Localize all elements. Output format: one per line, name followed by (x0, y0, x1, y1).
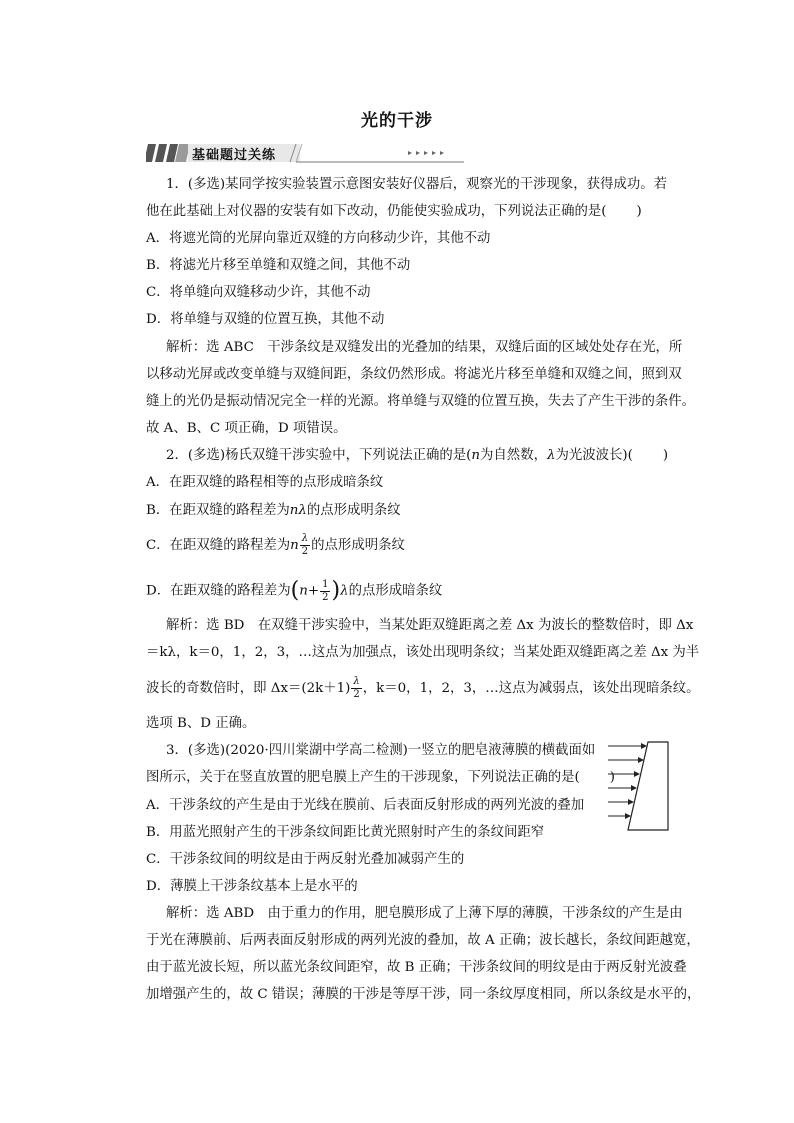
q2-option-d (146, 576, 442, 607)
q2-option-b (146, 501, 401, 521)
q2-analysis-line-2: ＝kλ，k＝0，1，2，3，…这点为加强点，该处出现明条纹；当某处距双缝距离之差 Δx 为半 (146, 645, 700, 660)
fraction-denominator: 2 (353, 689, 360, 700)
q2-option-d-text: D．在距双缝的路程差为 (146, 583, 291, 599)
q3-stem-close: ) (609, 770, 615, 785)
q1-analysis-line-1: 解析：选 ABC 干涉条纹是双缝发出的光叠加的结果，双缝后面的区域处处存在光，所 (166, 340, 683, 355)
q2-analysis-line-1: 解析：选 BD 在双缝干涉实验中，当某处距双缝距离之差 Δx 为波长的整数倍时，即 Δx (166, 618, 694, 633)
q1-option-b: B．将滤光片移至单缝和双缝之间，其他不动 (146, 258, 411, 273)
q2-option-b-var: nλ (289, 503, 307, 518)
section-banner (146, 140, 464, 166)
fraction-numerator: λ (351, 676, 361, 689)
q3-analysis-line-1: 解析：选 ABD 由于重力的作用，肥皂膜形成了上薄下厚的薄膜，干涉条纹的产生是由 (166, 906, 683, 921)
q3-analysis-line-4: 加增强产生的，故 C 错误；薄膜的干涉是等厚干涉，同一条纹厚度相同，所以条纹是水平的， (146, 987, 701, 1002)
q3-analysis-line-3: 由于蓝光波长短，所以蓝光条纹间距窄，故 B 正确；干涉条纹间的明纹是由于两反射光波叠 (146, 960, 687, 975)
q1-stem-line-2 (146, 202, 642, 222)
q2-analysis-3-text: 波长的奇数倍时，即 Δx＝(2k＋1) (146, 681, 351, 696)
q3-option-d: D．薄膜上干涉条纹基本上是水平的 (146, 879, 358, 894)
q2-stem-part-b: 为自然数， (480, 448, 547, 463)
q3-option-b: B．用蓝光照射产生的干涉条纹间距比黄光照射时产生的条纹间距窄 (146, 825, 545, 840)
q1-option-c: C．将单缝向双缝移动少许，其他不动 (146, 285, 371, 300)
q2-stem-part-c: 为光波波长)( (555, 448, 633, 463)
soap-film-diagram (608, 738, 670, 834)
q1-analysis-line-3: 缝上的光仍是振动情况完全一样的光源。将单缝与双缝的位置互换，失去了产生干涉的条件。 (146, 394, 696, 409)
q2-option-c-tail: 的点形成明条纹 (311, 538, 405, 553)
q1-stem-line-1: 1．(多选)某同学按实验装置示意图安装好仪器后，观察光的干涉现象，获得成功。若 (166, 177, 668, 192)
q2-option-c-text: C．在距双缝的路程差为 (146, 538, 291, 553)
q2-stem-part-a: 2．(多选)杨氏双缝干涉实验中，下列说法正确的是( (166, 448, 472, 463)
q2-option-c-fraction (300, 533, 310, 558)
q2-option-d-tail: 的点形成暗条纹 (348, 583, 443, 599)
q2-stem (166, 446, 668, 466)
fraction-denominator: 2 (301, 546, 309, 557)
right-paren-icon: ) (331, 578, 341, 603)
film-cross-section (628, 742, 668, 830)
q3-option-a: A．干涉条纹的产生是由于光线在膜前、后表面反射形成的两列光波的叠加 (146, 798, 585, 813)
q2-stem-close: ) (662, 448, 669, 463)
q1-option-d: D．将单缝与双缝的位置互换，其他不动 (146, 312, 385, 327)
q1-analysis-line-2: 以移动光屏或改变单缝与双缝间距，条纹仍然形成。将滤光片移至单缝和双缝之间，照到双 (146, 367, 682, 382)
q3-stem-line-1: 3．(多选)(2020·四川棠湖中学高二检测)一竖立的肥皂液薄膜的横截面如 (166, 743, 596, 758)
q2-analysis-3-tail: ，k＝0，1，2，3，…这点为减弱点，该处出现暗条纹。 (362, 681, 700, 696)
q2-option-d-fraction (320, 579, 330, 604)
q2-stem-var-n: n (471, 448, 481, 463)
q2-stem-var-lambda: λ (546, 448, 556, 463)
q1-option-a: A．将遮光筒的光屏向靠近双缝的方向移动少许，其他不动 (146, 231, 491, 246)
fraction-numerator: λ (300, 533, 310, 546)
page-title: 光的干涉 (361, 111, 433, 131)
q1-analysis-line-4: 故 A、B、C 项正确，D 项错误。 (146, 421, 347, 436)
q1-stem-close: ) (636, 204, 642, 219)
fraction-numerator: 1 (322, 578, 329, 590)
q2-option-d-var: n+ (299, 583, 320, 599)
q3-analysis-line-2: 于光在薄膜前、后两表面反射形成的两列光波的叠加，故 A 正确；波长越长，条纹间距越宽， (146, 933, 700, 948)
q2-analysis-line-3 (146, 675, 700, 703)
q3-stem-text: 图所示，关于在竖直放置的肥皂膜上产生的干涉现象，下列说法正确的是( (146, 770, 580, 785)
q2-option-a: A．在距双缝的路程相等的点形成暗条纹 (146, 475, 384, 490)
banner-label: 基础题过关练 (192, 148, 277, 163)
left-paren-icon: ( (290, 578, 300, 603)
q3-option-c: C．干涉条纹间的明纹是由于两反射光叠加减弱产生的 (146, 852, 465, 867)
q2-option-b-text: B．在距双缝的路程差为 (146, 503, 290, 518)
fraction-denominator: 2 (322, 591, 329, 603)
q2-analysis-fraction (351, 676, 361, 701)
q2-option-c-var: n (290, 538, 299, 553)
q1-stem-text: 他在此基础上对仪器的安装有如下改动，仍能使实验成功，下列说法正确的是( (146, 204, 607, 219)
q2-option-d-lambda: λ (340, 583, 349, 599)
q2-analysis-line-4: 选项 B、D 正确。 (146, 716, 256, 731)
q2-option-c (146, 532, 405, 560)
q2-option-b-tail: 的点形成明条纹 (306, 503, 401, 518)
q3-stem-line-2 (146, 768, 615, 788)
